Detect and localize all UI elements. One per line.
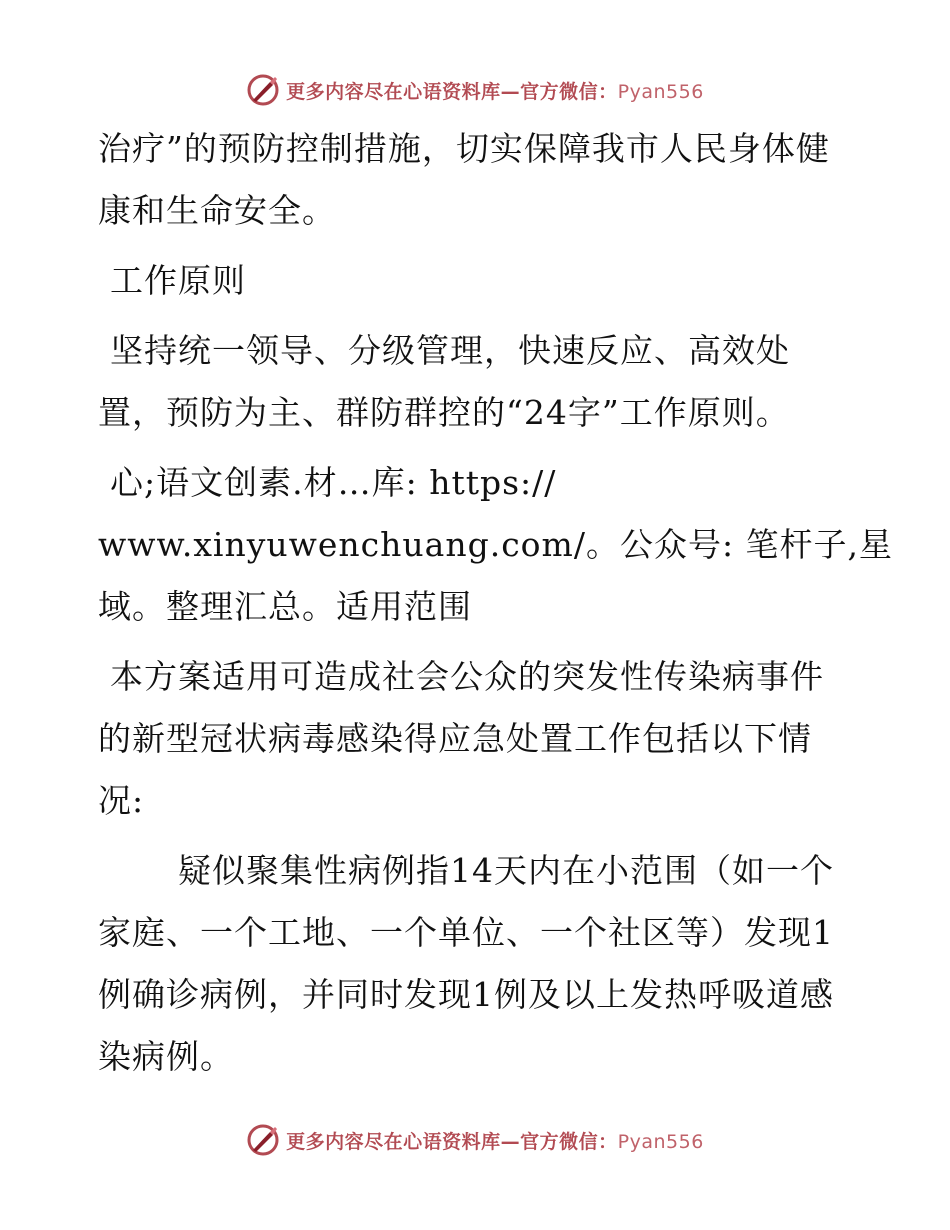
- text-line: 本方案适用可造成社会公众的突发性传染病事件: [110, 657, 824, 696]
- header-watermark: [0, 70, 950, 110]
- text-line: 治疗”的预防控制措施，切实保障我市人民身体健: [98, 129, 830, 168]
- text-line: 的新型冠状病毒感染得应急处置工作包括以下情: [98, 719, 812, 758]
- footer-watermark-id: Pyan556: [617, 1130, 704, 1153]
- text-line: 域。整理汇总。适用范围: [98, 587, 472, 626]
- footer-watermark-text: 更多内容尽在心语资料库—官方微信：Pyan556: [286, 1130, 704, 1153]
- heading-line: 工作原则: [110, 261, 246, 300]
- footer-watermark: [0, 1120, 950, 1160]
- text-line: 坚持统一领导、分级管理，快速反应、高效处: [110, 331, 790, 370]
- document-body: [98, 118, 894, 1096]
- paragraph-cluster-definition: [98, 840, 858, 1088]
- text-line: 疑似聚集性病例指14天内在小范围（如一个: [178, 851, 834, 890]
- text-line: 况:: [98, 781, 145, 820]
- paragraph-scope: [98, 646, 858, 832]
- text-line: www.xinyuwenchuang.com/。公众号: 笔杆子,星: [98, 525, 894, 564]
- section-heading-principles: [98, 250, 858, 312]
- text-line: 例确诊病例，并同时发现1例及以上发热呼吸道感: [98, 975, 834, 1014]
- header-watermark-id: Pyan556: [617, 80, 704, 103]
- quill-pen-logo-icon: [246, 1123, 280, 1157]
- text-line: 置，预防为主、群防群控的“24字”工作原则。: [98, 393, 790, 432]
- text-line: 康和生命安全。: [98, 191, 336, 230]
- text-line: 家庭、一个工地、一个单位、一个社区等）发现1: [98, 913, 834, 952]
- quill-pen-logo-icon: [246, 73, 280, 107]
- paragraph-principles: [98, 320, 858, 444]
- paragraph-intro-continuation: [98, 118, 858, 242]
- paragraph-source-note: [98, 452, 894, 638]
- text-line: 心;语文创素.材…库: https://: [110, 463, 557, 502]
- text-line: 染病例。: [98, 1037, 234, 1076]
- header-watermark-text: 更多内容尽在心语资料库—官方微信：Pyan556: [286, 80, 704, 103]
